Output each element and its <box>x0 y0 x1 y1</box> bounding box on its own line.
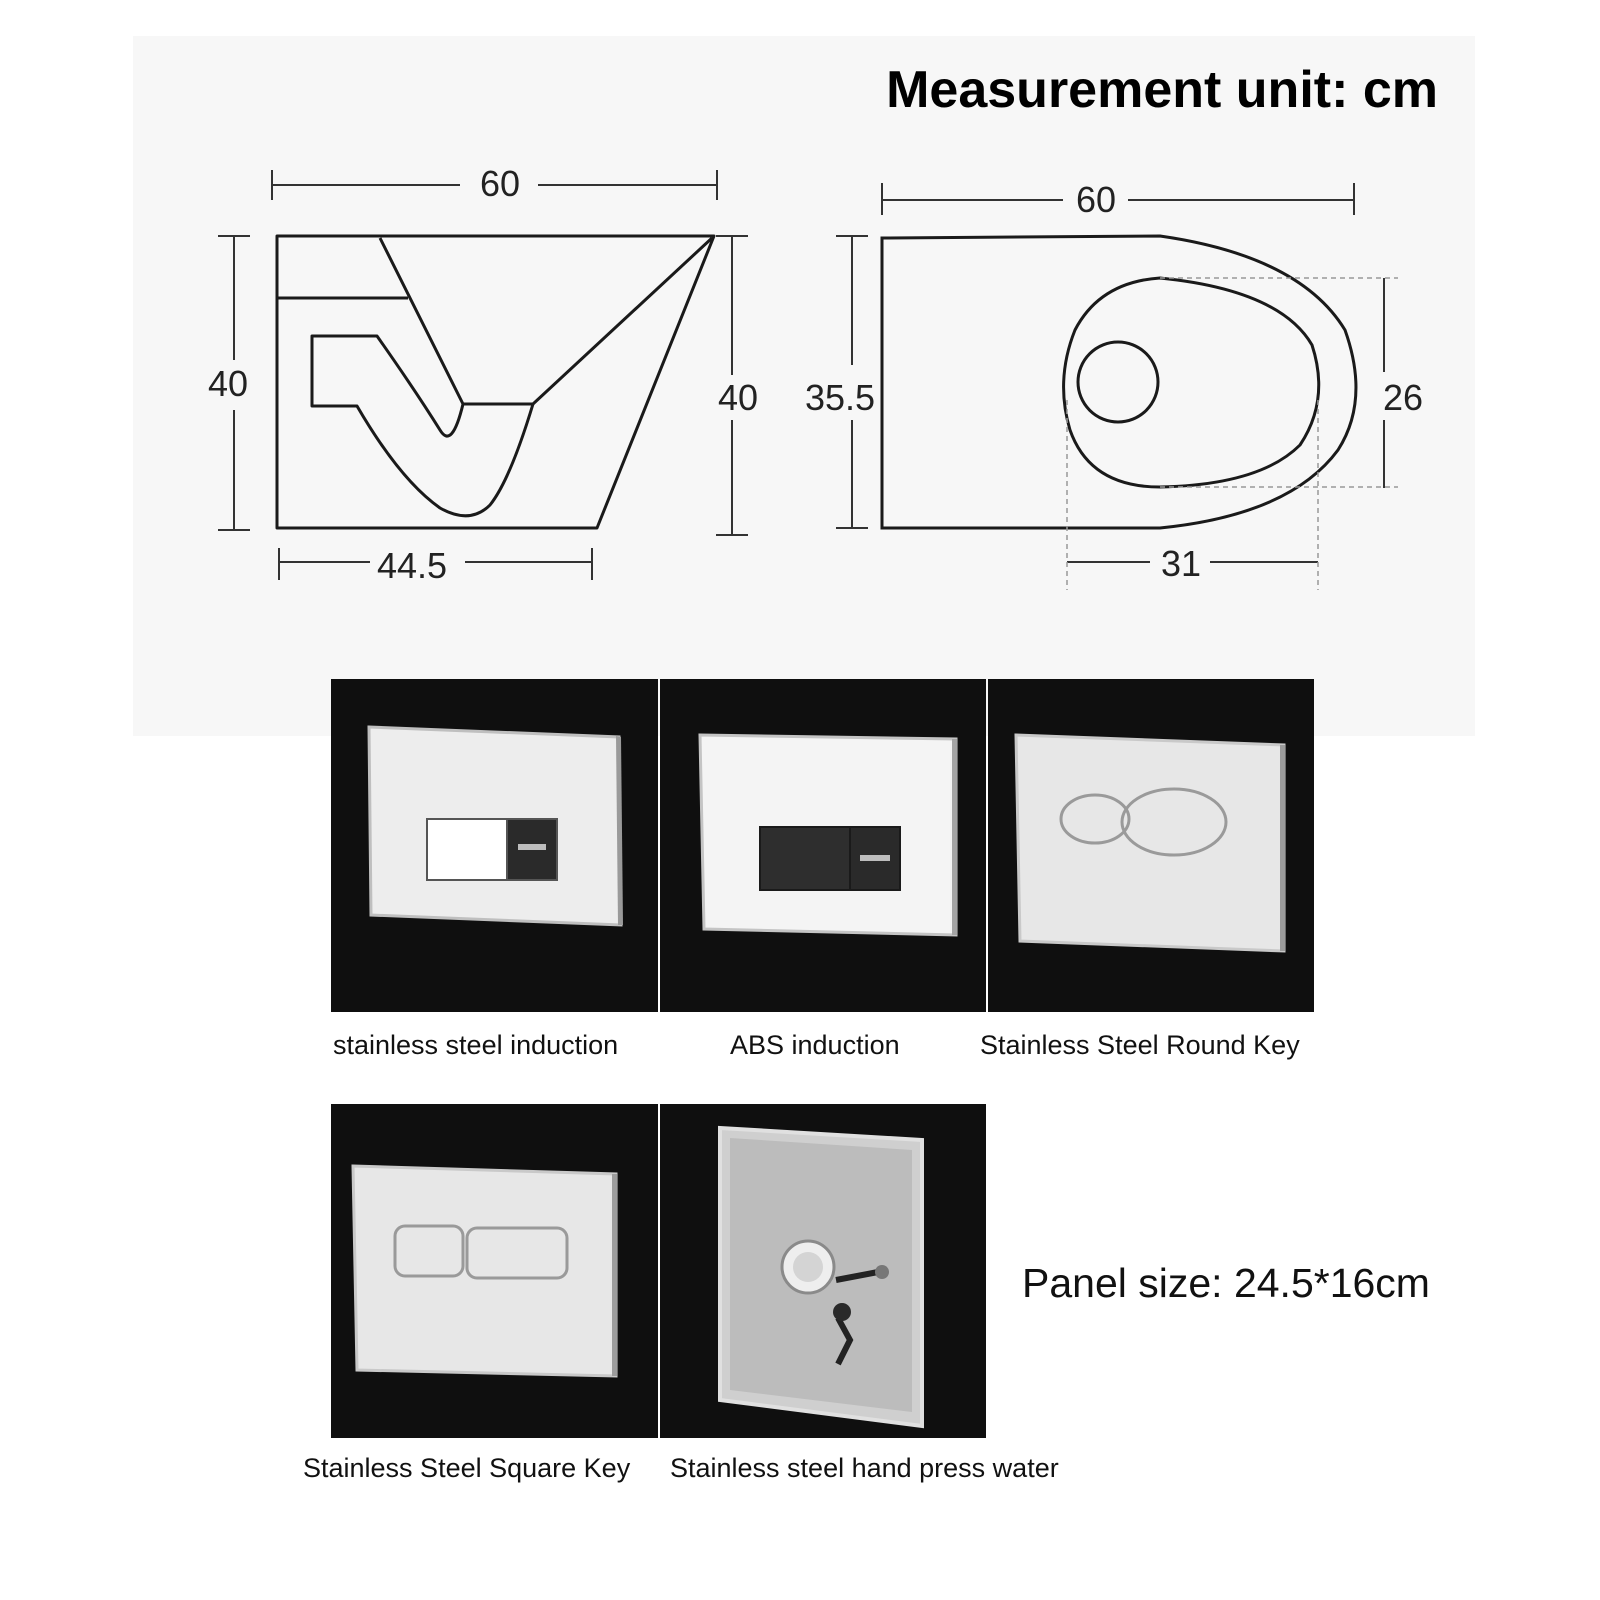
caption-abs-induction: ABS induction <box>730 1030 900 1060</box>
induction-panel-steel-icon <box>331 679 658 1012</box>
caption-round-key: Stainless Steel Round Key <box>980 1030 1300 1060</box>
round-key-panel-icon <box>988 679 1314 1012</box>
panel-tile-square-key <box>331 1104 658 1438</box>
side-base-width-label: 44.5 <box>376 545 448 586</box>
panel-size-label: Panel size: 24.5*16cm <box>1022 1260 1430 1306</box>
panel-tile-hand-press <box>660 1104 986 1438</box>
page-title: Measurement unit: cm <box>886 61 1438 119</box>
top-left-height-label: 35.5 <box>804 377 876 418</box>
caption-square-key: Stainless Steel Square Key <box>303 1453 631 1483</box>
panel-tile-stainless-induction <box>331 679 658 1012</box>
caption-stainless-induction: stainless steel induction <box>333 1030 619 1060</box>
square-key-panel-icon <box>331 1104 658 1438</box>
caption-hand-press: Stainless steel hand press water <box>670 1453 1059 1483</box>
side-view-dimensions <box>218 170 748 580</box>
panel-tile-abs-induction <box>660 679 986 1012</box>
panel-tile-round-key <box>988 679 1314 1012</box>
side-view-drawing <box>277 236 714 528</box>
dimension-drawings <box>0 0 1600 700</box>
top-view-guide-lines <box>1067 278 1398 590</box>
hand-press-panel-icon <box>660 1104 986 1438</box>
bowl-width-label: 31 <box>1160 543 1202 584</box>
top-view-dimensions <box>836 183 1384 562</box>
top-view-drawing <box>882 236 1356 528</box>
side-right-height-label: 40 <box>717 377 759 418</box>
side-left-height-label: 40 <box>207 363 249 404</box>
side-top-width-label: 60 <box>479 163 521 204</box>
induction-panel-abs-icon <box>660 679 986 1012</box>
bowl-height-label: 26 <box>1382 377 1424 418</box>
top-width-label: 60 <box>1075 179 1117 220</box>
